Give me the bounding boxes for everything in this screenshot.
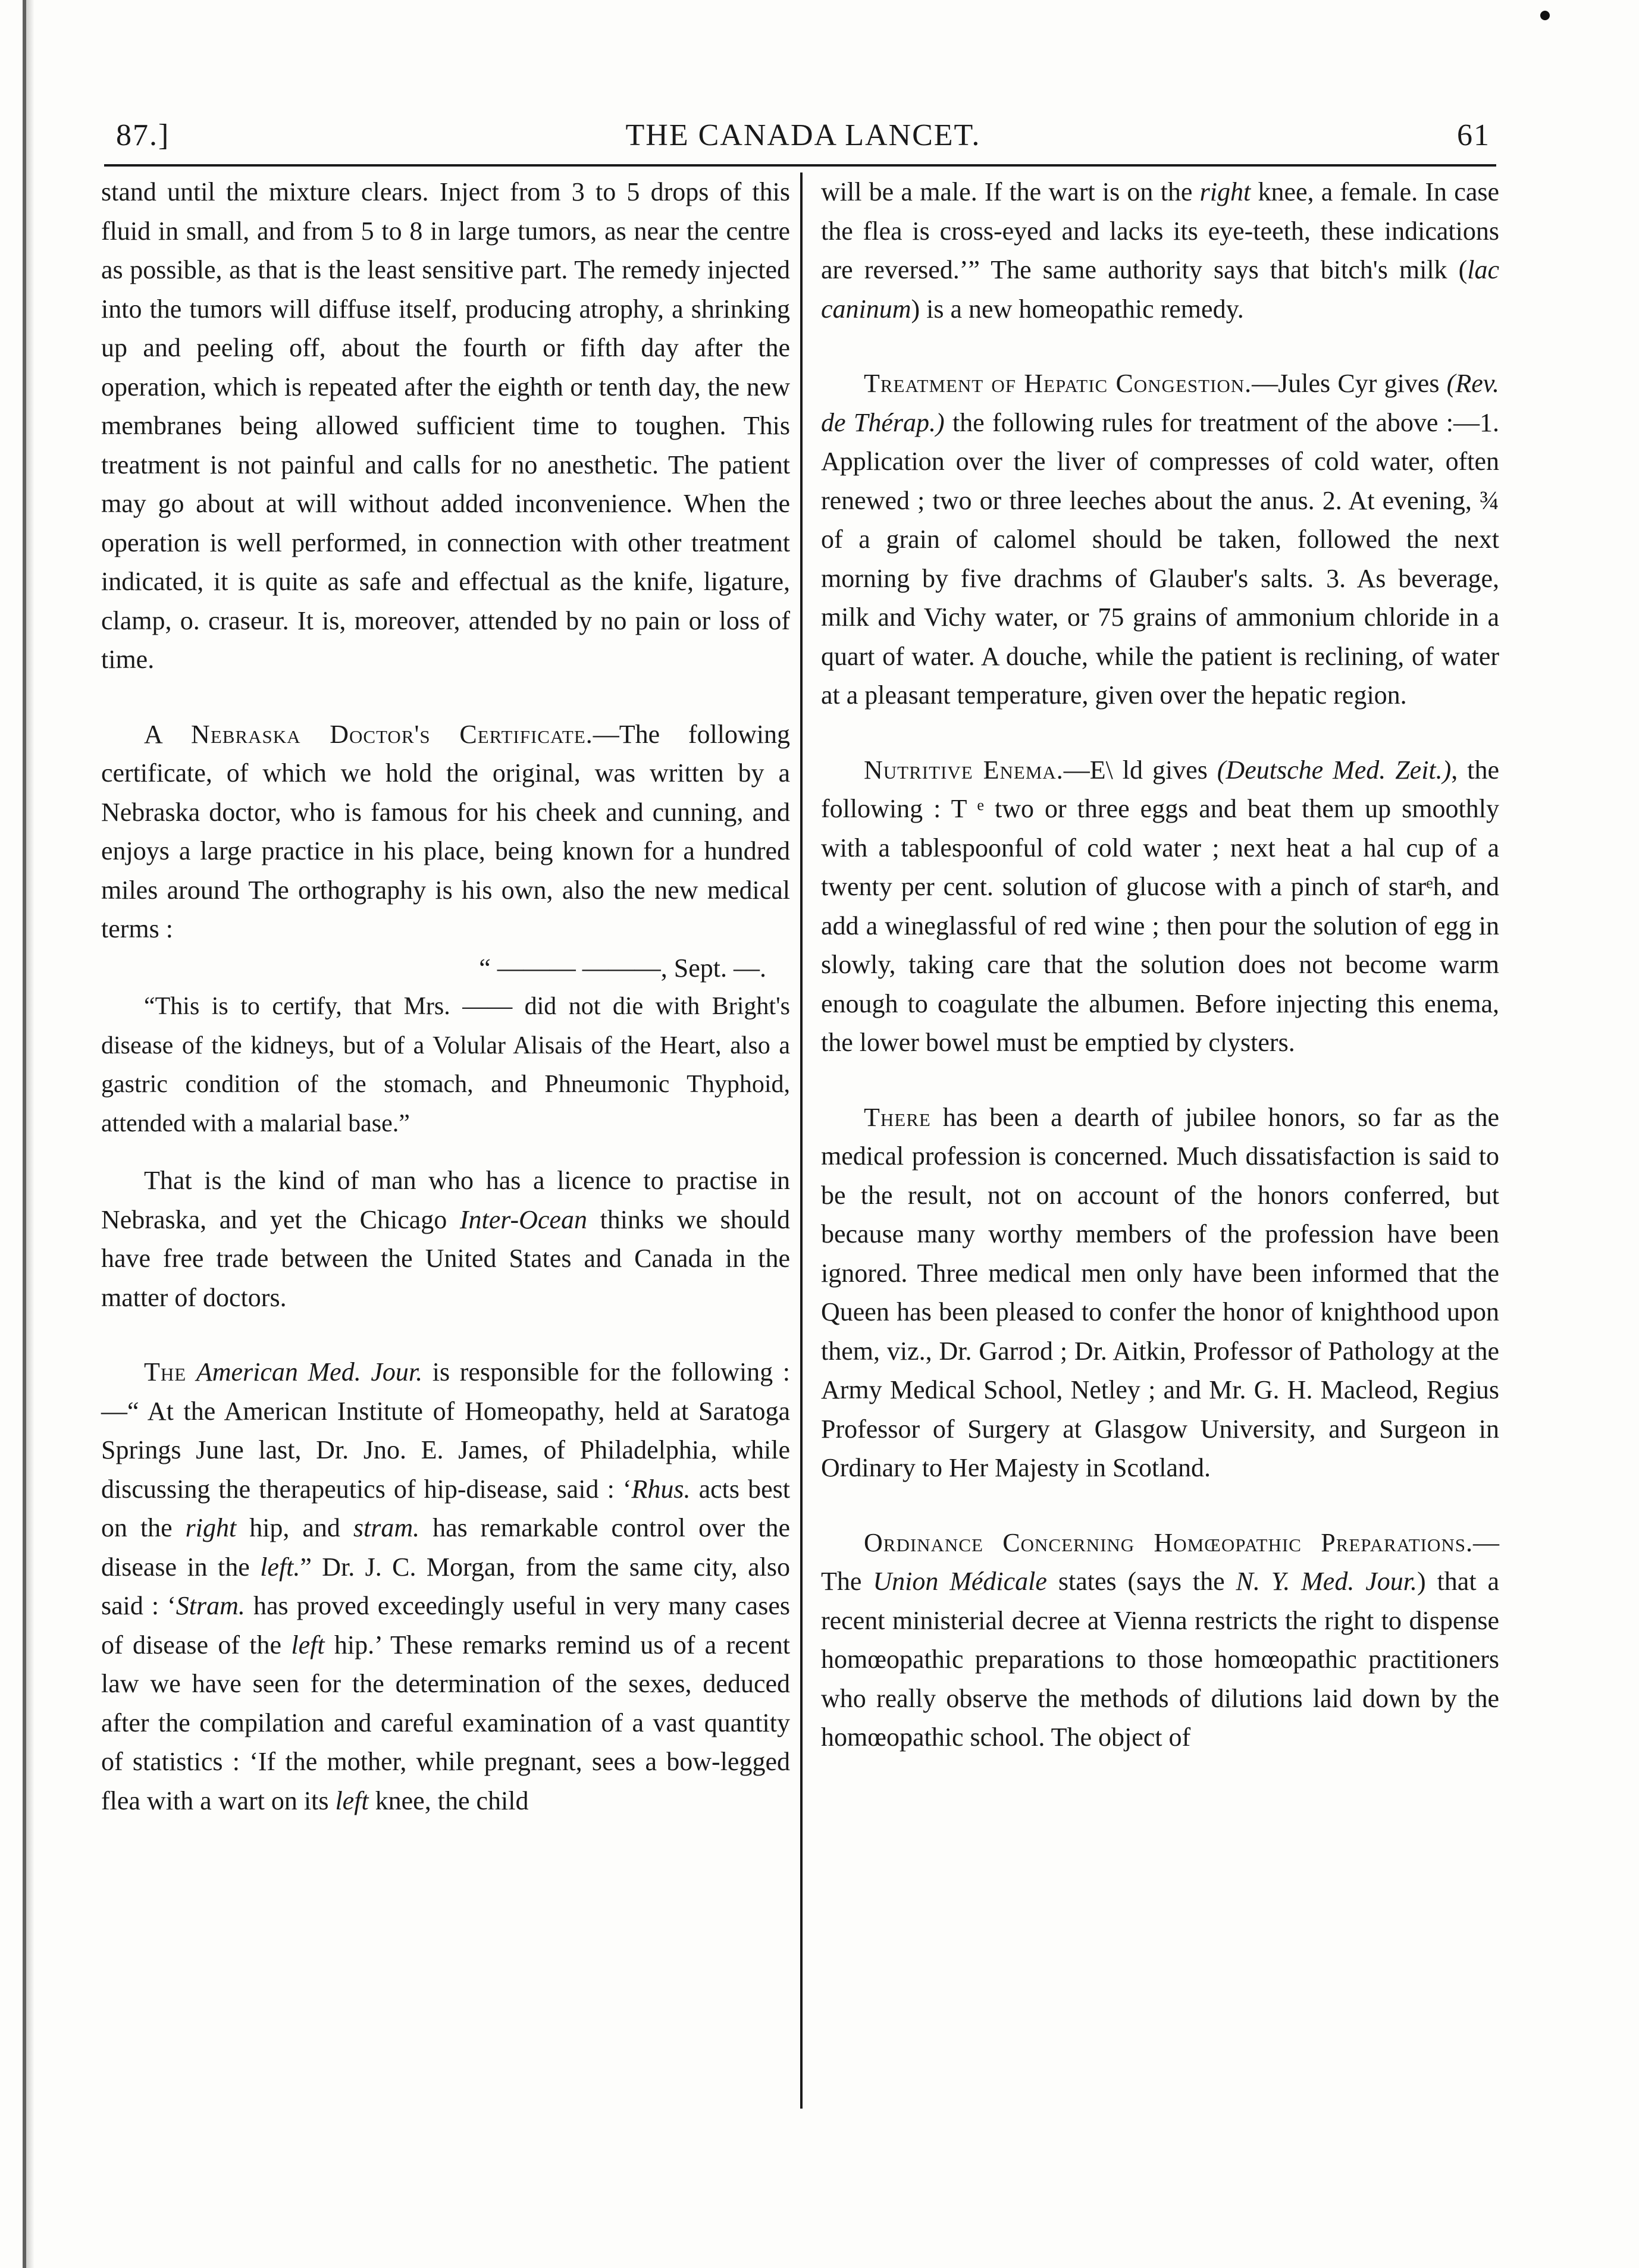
cont-text-a: will be a male. If the wart is on the xyxy=(821,177,1200,206)
jubilee-lead: There xyxy=(864,1102,931,1132)
amj-text-f: has proved exceedingly useful in very many cases of disease of the xyxy=(101,1591,790,1660)
column-rule xyxy=(800,172,803,2109)
enema-heading: Nutritive Enema. xyxy=(864,755,1064,785)
ordinance-text-b: states (says the xyxy=(1046,1567,1236,1596)
hepatic-congestion-paragraph xyxy=(821,364,1499,715)
amj-text-e: ” Dr. J. C. Morgan, from the same city, also said : ‘ xyxy=(101,1552,790,1620)
union-medicale: Union Médicale xyxy=(873,1567,1047,1596)
amj-stram-2: Stram. xyxy=(176,1591,245,1620)
nebraska-certificate-paragraph xyxy=(101,715,790,949)
ordinance-text-a: —The xyxy=(821,1527,1499,1596)
right-column xyxy=(821,172,1499,1757)
homoeopathic-ordinance-paragraph xyxy=(821,1523,1499,1757)
hepatic-text-a: —Jules Cyr gives xyxy=(1252,369,1447,398)
ny-med-jour: N. Y. Med. Jour. xyxy=(1236,1567,1418,1596)
scan-speck xyxy=(1540,11,1550,20)
inter-ocean-title: Inter-Ocean xyxy=(459,1204,587,1234)
amj-text-h: knee, the child xyxy=(368,1786,529,1815)
amj-text-b: acts best on the xyxy=(101,1474,790,1542)
amj-left-2: left xyxy=(291,1630,325,1660)
amj-text-d: has remarkable control over the disease in the xyxy=(101,1513,790,1582)
page-number: 61 xyxy=(1457,118,1490,152)
hepatic-text-b: the following rules for treatment of the above :—1. Application over the liver of compresses of cold water, often renewed ; two or three leeches about the anus. 2. At evening, ¾ of a grain of calomel should be taken, followed the next morning by five drachms of Glauber's salts. 3. As beverage, milk and Vichy water, or 75 grains of ammonium chloride in a quart of water. A douche, while the patient is reclining, of water at a pleasant temperature, given over the hepatic region. xyxy=(821,407,1499,710)
ordinance-heading: Ordinance Concerning Homœopathic Preparations. xyxy=(864,1527,1473,1557)
amj-lead: The xyxy=(144,1357,187,1386)
lac-caninum: lac caninum xyxy=(821,255,1499,324)
amj-left-1: left. xyxy=(260,1552,300,1582)
deutsche-med-zeit: (Deutsche Med. Zeit.) xyxy=(1217,755,1452,785)
enema-text-a: —E\ ld gives xyxy=(1063,755,1217,785)
header-rule xyxy=(104,164,1496,167)
licence-text-a: That is the kind of man who has a licence to practise in Nebraska, and yet the Chicago xyxy=(101,1166,790,1234)
amj-text-a: is responsible for the following :—“ At the American Institute of Homeopathy, held at Saratoga Springs June last, Dr. Jno. E. James, of Philadelphia, while discussing the therapeutics of hip-disease, said : ‘ xyxy=(101,1357,791,1504)
cont-text-c: ) is a new homeopathic remedy. xyxy=(911,294,1244,324)
certificate-date-line: “ ——— ———, Sept. —. xyxy=(479,953,766,983)
hepatic-heading: Treatment of Hepatic Congestion. xyxy=(864,369,1252,398)
binding-shadow xyxy=(26,0,35,2268)
licence-paragraph xyxy=(101,1161,790,1317)
amj-right: right xyxy=(185,1513,237,1542)
rev-de-therap: (Rev. de Thérap.) xyxy=(821,369,1499,437)
american-med-jour-paragraph xyxy=(101,1353,790,1820)
left-column xyxy=(101,172,790,1820)
cont-right: right xyxy=(1199,177,1251,206)
amj-stram: stram. xyxy=(353,1513,420,1542)
amj-journal-title: American Med. Jour. xyxy=(196,1357,423,1386)
cont-text-b: knee, a female. In case the flea is cross-eyed and lacks its eye-teeth, these indications are reversed.’” The same authority says that bitch's milk ( xyxy=(821,177,1500,284)
certificate-quote: “This is to certify, that Mrs. —— did not die with Bright's disease of the kidneys, but of a Volular Alisais of the Heart, also a gastric condition of the stomach, and Phneumonic Thyphoid, attended with a malarial base.” xyxy=(101,993,790,1137)
jubilee-text: has been a dearth of jubilee honors, so far as the medical profession is concerned. Much dissatisfaction is said to be the result, not on account of the honors conferred, but because many worthy members of the profession have been ignored. Three medical men only have been informed that the Queen has been pleased to confer the honor of knighthood upon them, viz., Dr. Garrod ; Dr. Aitkin, Professor of Pathology at the Army Medical School, Netley ; and Mr. G. H. Macleod, Regius Professor of Surgery at Glasgow University, and Surgeon in Ordinary to Her Majesty in Scotland. xyxy=(821,1102,1499,1482)
jubilee-honors-paragraph xyxy=(821,1098,1499,1488)
header-volume-mark: 87.] xyxy=(116,118,170,152)
nutritive-enema-paragraph xyxy=(821,751,1499,1062)
nebraska-heading: A Nebraska Doctor's Certificate. xyxy=(144,719,593,749)
nebraska-text: —The following certificate, of which we hold the original, was written by a Nebraska doctor, who is famous for his cheek and cunning, and enjoys a large practice in his place, being known for a hundred miles around The orthography is his own, also the new medical terms : xyxy=(101,719,791,943)
amj-rhus: Rhus. xyxy=(631,1474,691,1504)
journal-title: THE CANADA LANCET. xyxy=(625,118,981,152)
amj-left-3: left xyxy=(335,1786,369,1815)
ordinance-text-c: ) that a recent ministerial decree at Vienna restricts the right to dispense homœopathic preparations to those homœopathic practitioners who really observe the methods of dilutions laid down by the homœopathic school. The object of xyxy=(821,1567,1499,1752)
amj-text-c: hip, and xyxy=(236,1513,353,1542)
amj-text-g: hip.’ These remarks remind us of a recent law we have seen for the determination of the sexes, deduced after the compilation and careful examination of a vast quantity of statistics : ‘If the mother, while pregnant, sees a bow-legged flea with a wart on its xyxy=(101,1630,790,1815)
enema-text-b: , the following : T ᵉ two or three eggs and beat them up smoothly with a tablespoonful of cold water ; next heat a hal cup of a twenty per cent. solution of glucose with a pinch of starᵉh, and add a wineglassful of red wine ; then pour the solution of egg in slowly, taking care that the solution does not become warm enough to coagulate the albumen. Before injecting this enema, the lower bowel must be emptied by clysters. xyxy=(821,755,1499,1057)
licence-text-b: thinks we should have free trade between the United States and Canada in the matter of doctors. xyxy=(101,1204,790,1312)
flea-continuation-paragraph xyxy=(821,172,1499,328)
article-continuation-paragraph: stand until the mixture clears. Inject from 3 to 5 drops of this fluid in small, and from 5 to 8 in large tumors, as near the centre as possible, as that is the least sensitive part. The remedy injected into the tumors will diffuse itself, producing atrophy, a shrinking up and peeling off, about the fourth or fifth day after the operation, which is repeated after the eighth or tenth day, the new membranes being allowed sufficient time to toughen. This treatment is not painful and calls for no anesthetic. The patient may go about at will without added inconvenience. When the operation is well performed, in connection with other treatment indicated, it is quite as safe and effectual as the knife, ligature, clamp, o. craseur. It is, moreover, attended by no pain or loss of time. xyxy=(101,177,790,674)
running-header xyxy=(116,112,1490,165)
